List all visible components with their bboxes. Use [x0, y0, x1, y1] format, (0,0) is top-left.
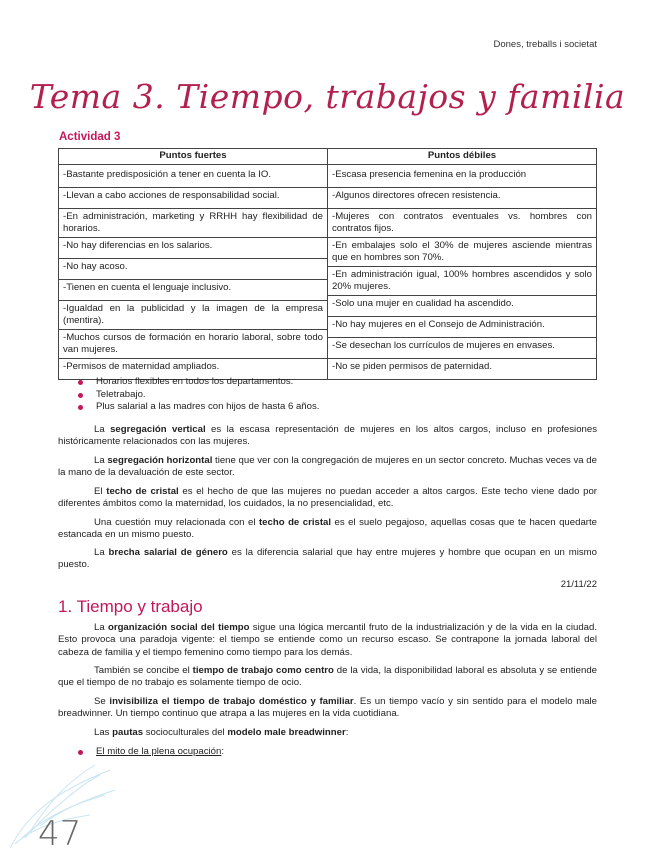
header-strengths: Puntos fuertes — [59, 149, 328, 165]
paragraph-pautas: Las pautas socioculturales del modelo male breadwinner: — [94, 727, 349, 738]
date-stamp: 21/11/22 — [560, 579, 597, 590]
header-weaknesses: Puntos débiles — [328, 149, 597, 165]
strength-item: -No hay diferencias en los salarios. — [59, 238, 327, 259]
weakness-item: -No se piden permisos de paternidad. — [332, 360, 492, 372]
weakness-item: -En embalajes solo el 30% de mujeres asciende mientras que en hombres son 70%. — [328, 238, 596, 267]
page-number: 47 — [38, 814, 82, 854]
bullet-icon — [78, 750, 83, 755]
strength-item: -No hay acoso. — [59, 259, 327, 280]
bullet-icon — [78, 380, 83, 385]
strengths-column — [59, 165, 328, 380]
strength-item: -En administración, marketing y RRHH hay flexibilidad de horarios. — [59, 209, 327, 238]
running-header: Dones, treballs i societat — [493, 39, 597, 50]
bullet-icon — [78, 405, 83, 410]
strength-item: -Igualdad en la publicidad y la imagen de la empresa (mentira). — [59, 301, 327, 330]
section-heading: 1. Tiempo y trabajo — [58, 597, 203, 616]
weakness-item: -Escasa presencia femenina en la producción — [328, 167, 596, 188]
paragraph-suelo-pegajoso: Una cuestión muy relacionada con el techo de cristal es el suelo pegajoso, aquellas cosas que te hacen quedarte estancada en un mismo puesto. — [58, 517, 597, 541]
weaknesses-column — [328, 165, 597, 380]
bullet-list — [78, 376, 319, 414]
strengths-weaknesses-table — [58, 148, 597, 380]
list-item: Plus salarial a las madres con hijos de hasta 6 años. — [78, 401, 319, 414]
paragraph-organizacion-tiempo: La organización social del tiempo sigue una lógica mercantil fruto de la industrialización y de la vida en la ciudad. Esto provoca una paradoja vigente: el tiempo se entiende como un recurso escaso. Se contrapone la jornada laboral del cabeza de familia y el tiempo femenino como tiempo para los demás. — [58, 622, 597, 658]
weakness-item: -Se desechan los currículos de mujeres en envases. — [328, 338, 596, 359]
list-item: Teletrabajo. — [78, 389, 319, 402]
strength-item: -Muchos cursos de formación en horario laboral, sobre todo van mujeres. — [59, 330, 327, 359]
list-item: Horarios flexibles en todos los departamentos. — [78, 376, 319, 389]
paragraph-segregacion-vertical: La segregación vertical es la escasa representación de mujeres en los altos cargos, incluso en profesiones históricamente relacionados con las mujeres. — [58, 424, 597, 448]
paragraph-brecha-salarial: La brecha salarial de género es la diferencia salarial que hay entre mujeres y hombre que ocupan en un mismo puesto. — [58, 547, 597, 571]
page-title: Tema 3. Tiempo, trabajos y familia — [29, 77, 626, 116]
strength-item: -Llevan a cabo acciones de responsabilidad social. — [59, 188, 327, 209]
sub-bullet-item: El mito de la plena ocupación: — [78, 746, 224, 758]
activity-label: Actividad 3 — [59, 131, 121, 143]
paragraph-segregacion-horizontal: La segregación horizontal tiene que ver con la congregación de mujeres en un sector concreto. Muchas veces va de la mano de la devaluación de este sector. — [58, 455, 597, 479]
strength-item: -Permisos de maternidad ampliados. — [63, 360, 220, 372]
weakness-item: -Solo una mujer en cualidad ha ascendido. — [328, 296, 596, 317]
paragraph-tiempo-centro: También se concibe el tiempo de trabajo como centro de la vida, la disponibilidad laboral es absoluta y se entiende que el tiempo de no trabajo es solamente tiempo de ocio. — [58, 665, 597, 689]
weakness-item: -En administración igual, 100% hombres ascendidos y solo 20% mujeres. — [328, 267, 596, 296]
paragraph-invisibiliza: Se invisibiliza el tiempo de trabajo doméstico y familiar. Es un tiempo vacío y sin sentido para el modelo male breadwinner. Un tiempo continuo que atrapa a las mujeres en la vida cuotidiana. — [58, 696, 597, 720]
strength-item: -Tienen en cuenta el lenguaje inclusivo. — [59, 280, 327, 301]
weakness-item: -Algunos directores ofrecen resistencia. — [328, 188, 596, 209]
weakness-item: -No hay mujeres en el Consejo de Administración. — [328, 317, 596, 338]
bullet-icon — [78, 393, 83, 398]
strength-item: -Bastante predisposición a tener en cuenta la IO. — [59, 167, 327, 188]
paragraph-techo-cristal: El techo de cristal es el hecho de que las mujeres no puedan acceder a altos cargos. Este techo viene dado por diferentes ámbitos como la maternidad, los cuidados, la no presencialidad, etc. — [58, 486, 597, 510]
weakness-item: -Mujeres con contratos eventuales vs. hombres con contratos fijos. — [328, 209, 596, 238]
